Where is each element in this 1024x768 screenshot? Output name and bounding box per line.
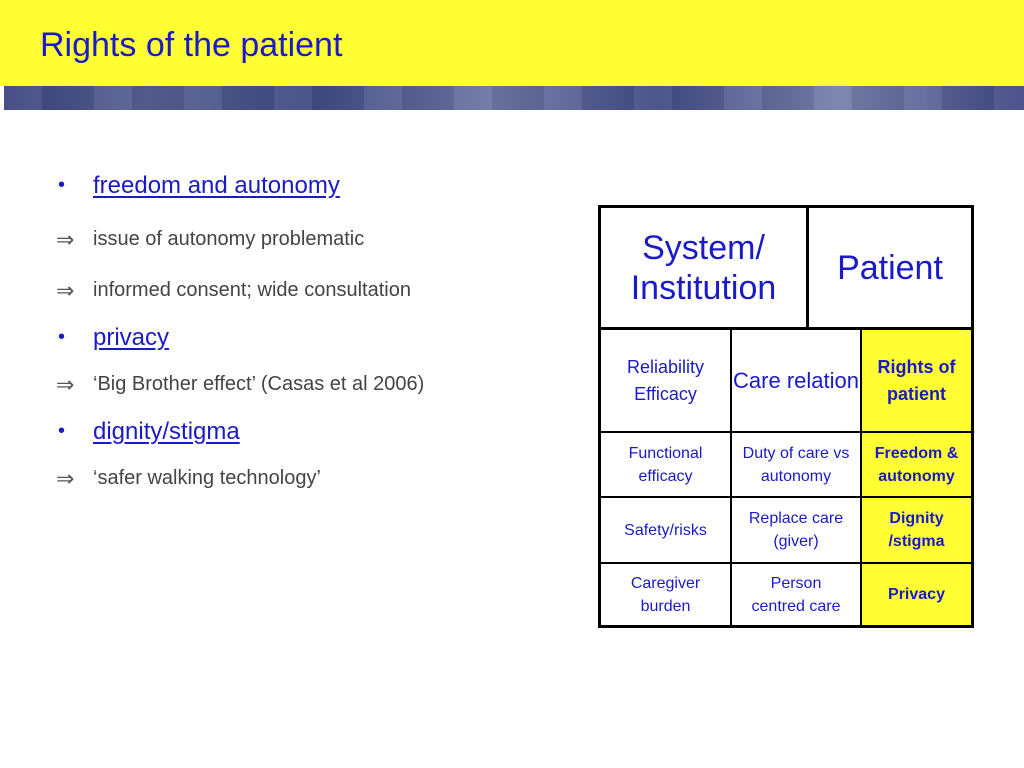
decorative-banner-stripe [4,86,1024,110]
table-cell: Functional efficacy [628,444,703,485]
table-cell: Person centred care [751,574,841,615]
bullet-icon: • [58,420,66,442]
list-item [56,465,476,492]
bullet-icon: • [58,174,66,196]
list-item [56,172,476,202]
table-cell: Replace care (giver) [748,510,844,550]
table-cell: Caregiver burden [630,574,701,615]
rights-table [598,205,974,628]
implies-arrow-icon: ⇒ [56,227,75,252]
title-bar [0,0,1024,86]
subheader-reliability-efficacy: Reliability Efficacy [626,356,705,404]
divider [806,208,809,327]
divider [730,330,732,625]
table-cell: Duty of care vs autonomy [742,444,850,485]
table-cell: Safety/risks [624,521,707,539]
table-cell-highlight: Dignity /stigma [862,498,971,562]
table-row [601,564,971,625]
sub-point-text: issue of autonomy problematic [93,228,365,250]
implies-arrow-icon: ⇒ [56,372,75,397]
bullet-link-privacy[interactable]: privacy [93,324,170,351]
header-system-institution: System/ Institution [630,228,777,307]
implies-arrow-icon: ⇒ [56,466,75,491]
table-row [601,498,971,562]
table-cell-highlight: Freedom & autonomy [862,433,971,496]
list-item [56,277,476,304]
sub-point-text: ‘safer walking technology’ [93,467,321,489]
subheader-care-relation: Care relation [733,368,859,393]
implies-arrow-icon: ⇒ [56,278,75,303]
header-patient: Patient [837,248,943,287]
subheader-rights-of-patient: Rights of patient [862,330,971,431]
bullet-link-dignity-stigma[interactable]: dignity/stigma [93,418,240,445]
divider [860,330,862,625]
bullet-icon: • [58,326,66,348]
bullet-list [56,172,476,492]
sub-point-text: ‘Big Brother effect’ (Casas et al 2006) [93,373,425,395]
list-item [56,226,476,253]
table-cell-highlight: Privacy [862,564,971,625]
bullet-link-freedom-autonomy[interactable]: freedom and autonomy [93,172,340,199]
list-item [56,324,476,354]
list-item [56,371,476,398]
table-row [601,433,971,496]
table-subheader-row [601,330,971,431]
table-header-row [601,208,971,327]
page-title: Rights of the patient [40,26,343,64]
list-item [56,418,476,448]
sub-point-text: informed consent; wide consultation [93,279,411,301]
